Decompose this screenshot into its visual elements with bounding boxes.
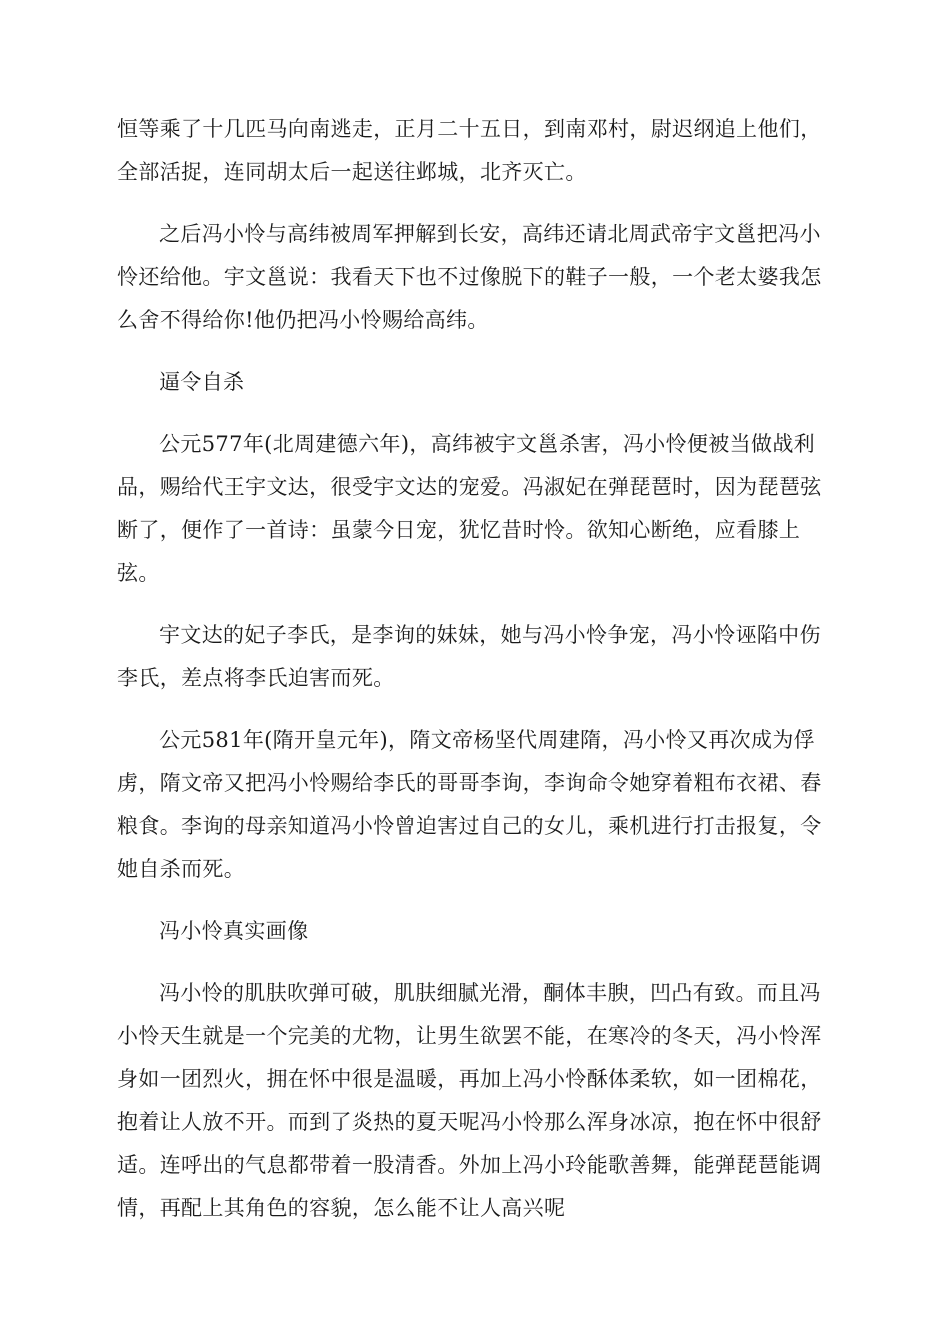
paragraph: 之后冯小怜与高纬被周军押解到长安，高纬还请北周武帝宇文邕把冯小怜还给他。宇文邕说：我看天下也不过像脱下的鞋子一般，一个老太婆我怎么舍不得给你!他仍把冯小怜赐给高纬。 (117, 222, 822, 332)
paragraph: 公元577年(北周建德六年)，高纬被宇文邕杀害，冯小怜便被当做战利品，赐给代王宇文达，很受宇文达的宠爱。冯淑妃在弹琵琶时，因为琵琶弦断了，便作了一首诗：虽蒙今日宠，犹忆昔时怜。欲知心断绝，应看膝上弦。 (117, 432, 822, 585)
paragraph: 公元581年(隋开皇元年)，隋文帝杨坚代周建隋，冯小怜又再次成为俘虏，隋文帝又把冯小怜赐给李氏的哥哥李询，李询命令她穿着粗布衣裙、舂粮食。李询的母亲知道冯小怜曾迫害过自己的女儿，乘机进行打击报复，令她自杀而死。 (117, 728, 822, 881)
section-heading: 冯小怜真实画像 (159, 919, 309, 943)
paragraph: 冯小怜的肌肤吹弹可破，肌肤细腻光滑，酮体丰腴，凹凸有致。而且冯小怜天生就是一个完美的尤物，让男生欲罢不能，在寒冷的冬天，冯小怜浑身如一团烈火，拥在怀中很是温暖，再加上冯小怜酥体柔软，如一团棉花，抱着让人放不开。而到了炎热的夏天呢冯小怜那么浑身冰凉，抱在怀中很舒适。连呼出的气息都带着一股清香。外加上冯小玲能歌善舞，能弹琵琶能调情，再配上其角色的容貌，怎么能不让人高兴呢 (117, 981, 822, 1220)
document-page (117, 108, 833, 1249)
section-heading: 逼令自杀 (159, 370, 245, 394)
paragraph-continuation: 恒等乘了十几匹马向南逃走，正月二十五日，到南邓村，尉迟纲追上他们，全部活捉，连同胡太后一起送往邺城，北齐灭亡。 (117, 117, 822, 184)
paragraph: 宇文达的妃子李氏，是李询的妹妹，她与冯小怜争宠，冯小怜诬陷中伤李氏，差点将李氏迫害而死。 (117, 623, 821, 690)
